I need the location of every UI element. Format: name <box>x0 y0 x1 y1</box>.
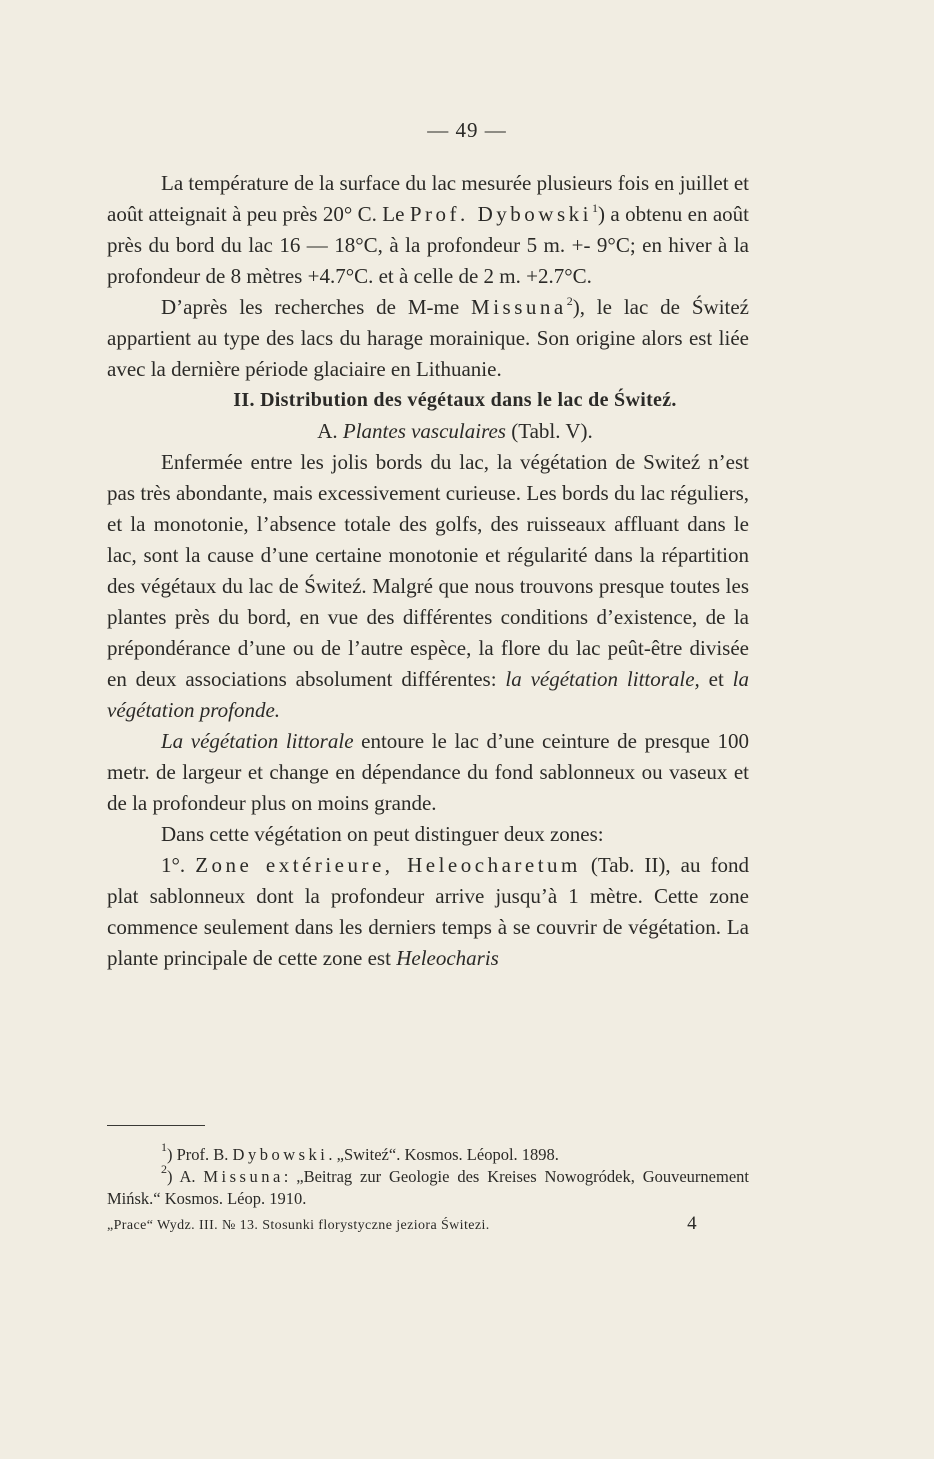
paragraph-origin: D’après les recherches de M-me Missuna$^2$), le lac de Świteź appartient au type des lacs du harage morainique. Son origine alors est liée avec la dernière période glaciaire en Lithuanie. <box>107 294 749 381</box>
page-number: — 49 — <box>427 118 507 142</box>
subsection-heading: A. Plantes vasculaires (Tabl. V). <box>317 419 593 443</box>
main-text <box>107 168 749 974</box>
paragraph-vegetation: Enfermée entre les jolis bords du lac, la végétation de Switeź n’est pas très abondante, mais excessivement curieuse. Les bords du lac réguliers, et la monotonie, l’absence totale des golfs, des ruisseaux affluant dans le lac, sont la cause d’une certaine monotonie et régularité dans la répartition des végétaux du lac de Świteź. Malgré que nous trouvons presque toutes les plantes près du bord, en vue des différentes conditions d’existence, de la prépondérance d’une ou de l’autre espèce, la flore du lac peût-être divisée en deux associations absolument différentes: la végétation littorale, et la végétation profonde. <box>107 450 749 722</box>
author-name: Prof. Dybowski <box>409 202 592 226</box>
footnote-rule <box>107 1125 205 1126</box>
footnote-2: $^2$) A. Missuna: „Beitrag zur Geologie des Kreises Nowogródek, Gouveurnement Mińsk.“ Kosmos. Léop. 1910. <box>107 1162 749 1208</box>
paragraph-zones: Dans cette végétation on peut distinguer deux zones: <box>161 822 604 846</box>
signature-mark: 4 <box>687 1213 697 1234</box>
paragraph-littoral: La végétation littorale entoure le lac d’une ceinture de presque 100 metr. de largeur et change en dépendance du fond sablonneux ou vaseux et de la profondeur plus on moins grande. <box>107 729 749 815</box>
paragraph-outer-zone: 1°. Zone extérieure, Heleocharetum (Tab. II), au fond plat sablonneux dont la profondeur arrive jusqu’à 1 mètre. Cette zone commence seulement dans les derniers temps à se couvrir de végétation. La plante principale de cette zone est Heleocharis <box>107 853 749 970</box>
footnote-ref[interactable]: 1 <box>591 201 598 215</box>
footnotes <box>107 1140 749 1210</box>
page-footer <box>107 1213 749 1235</box>
paragraph-temperature: La température de la surface du lac mesurée plusieurs fois en juillet et août atteignait à peu près 20° C. Le Prof. Dybowski$^1$) a obtenu en août près du bord du lac 16 — 18°C, à la profondeur 5 m. +- 9°C; en hiver à la profondeur de 8 mètres +4.7°C. et à celle de 2 m. +2.7°C. <box>107 171 749 288</box>
section-heading: II. Distribution des végétaux dans le lac de Świteź. <box>233 389 677 411</box>
footnote-1: $^1$) Prof. B. Dybowski. „Switeź“. Kosmos. Léopol. 1898. <box>161 1140 559 1164</box>
journal-reference: „Prace“ Wydz. III. № 13. Stosunki florystyczne jeziora Świtezi. <box>107 1218 490 1233</box>
author-name: Missuna <box>471 295 567 319</box>
footnote-ref[interactable]: 2 <box>566 294 573 308</box>
